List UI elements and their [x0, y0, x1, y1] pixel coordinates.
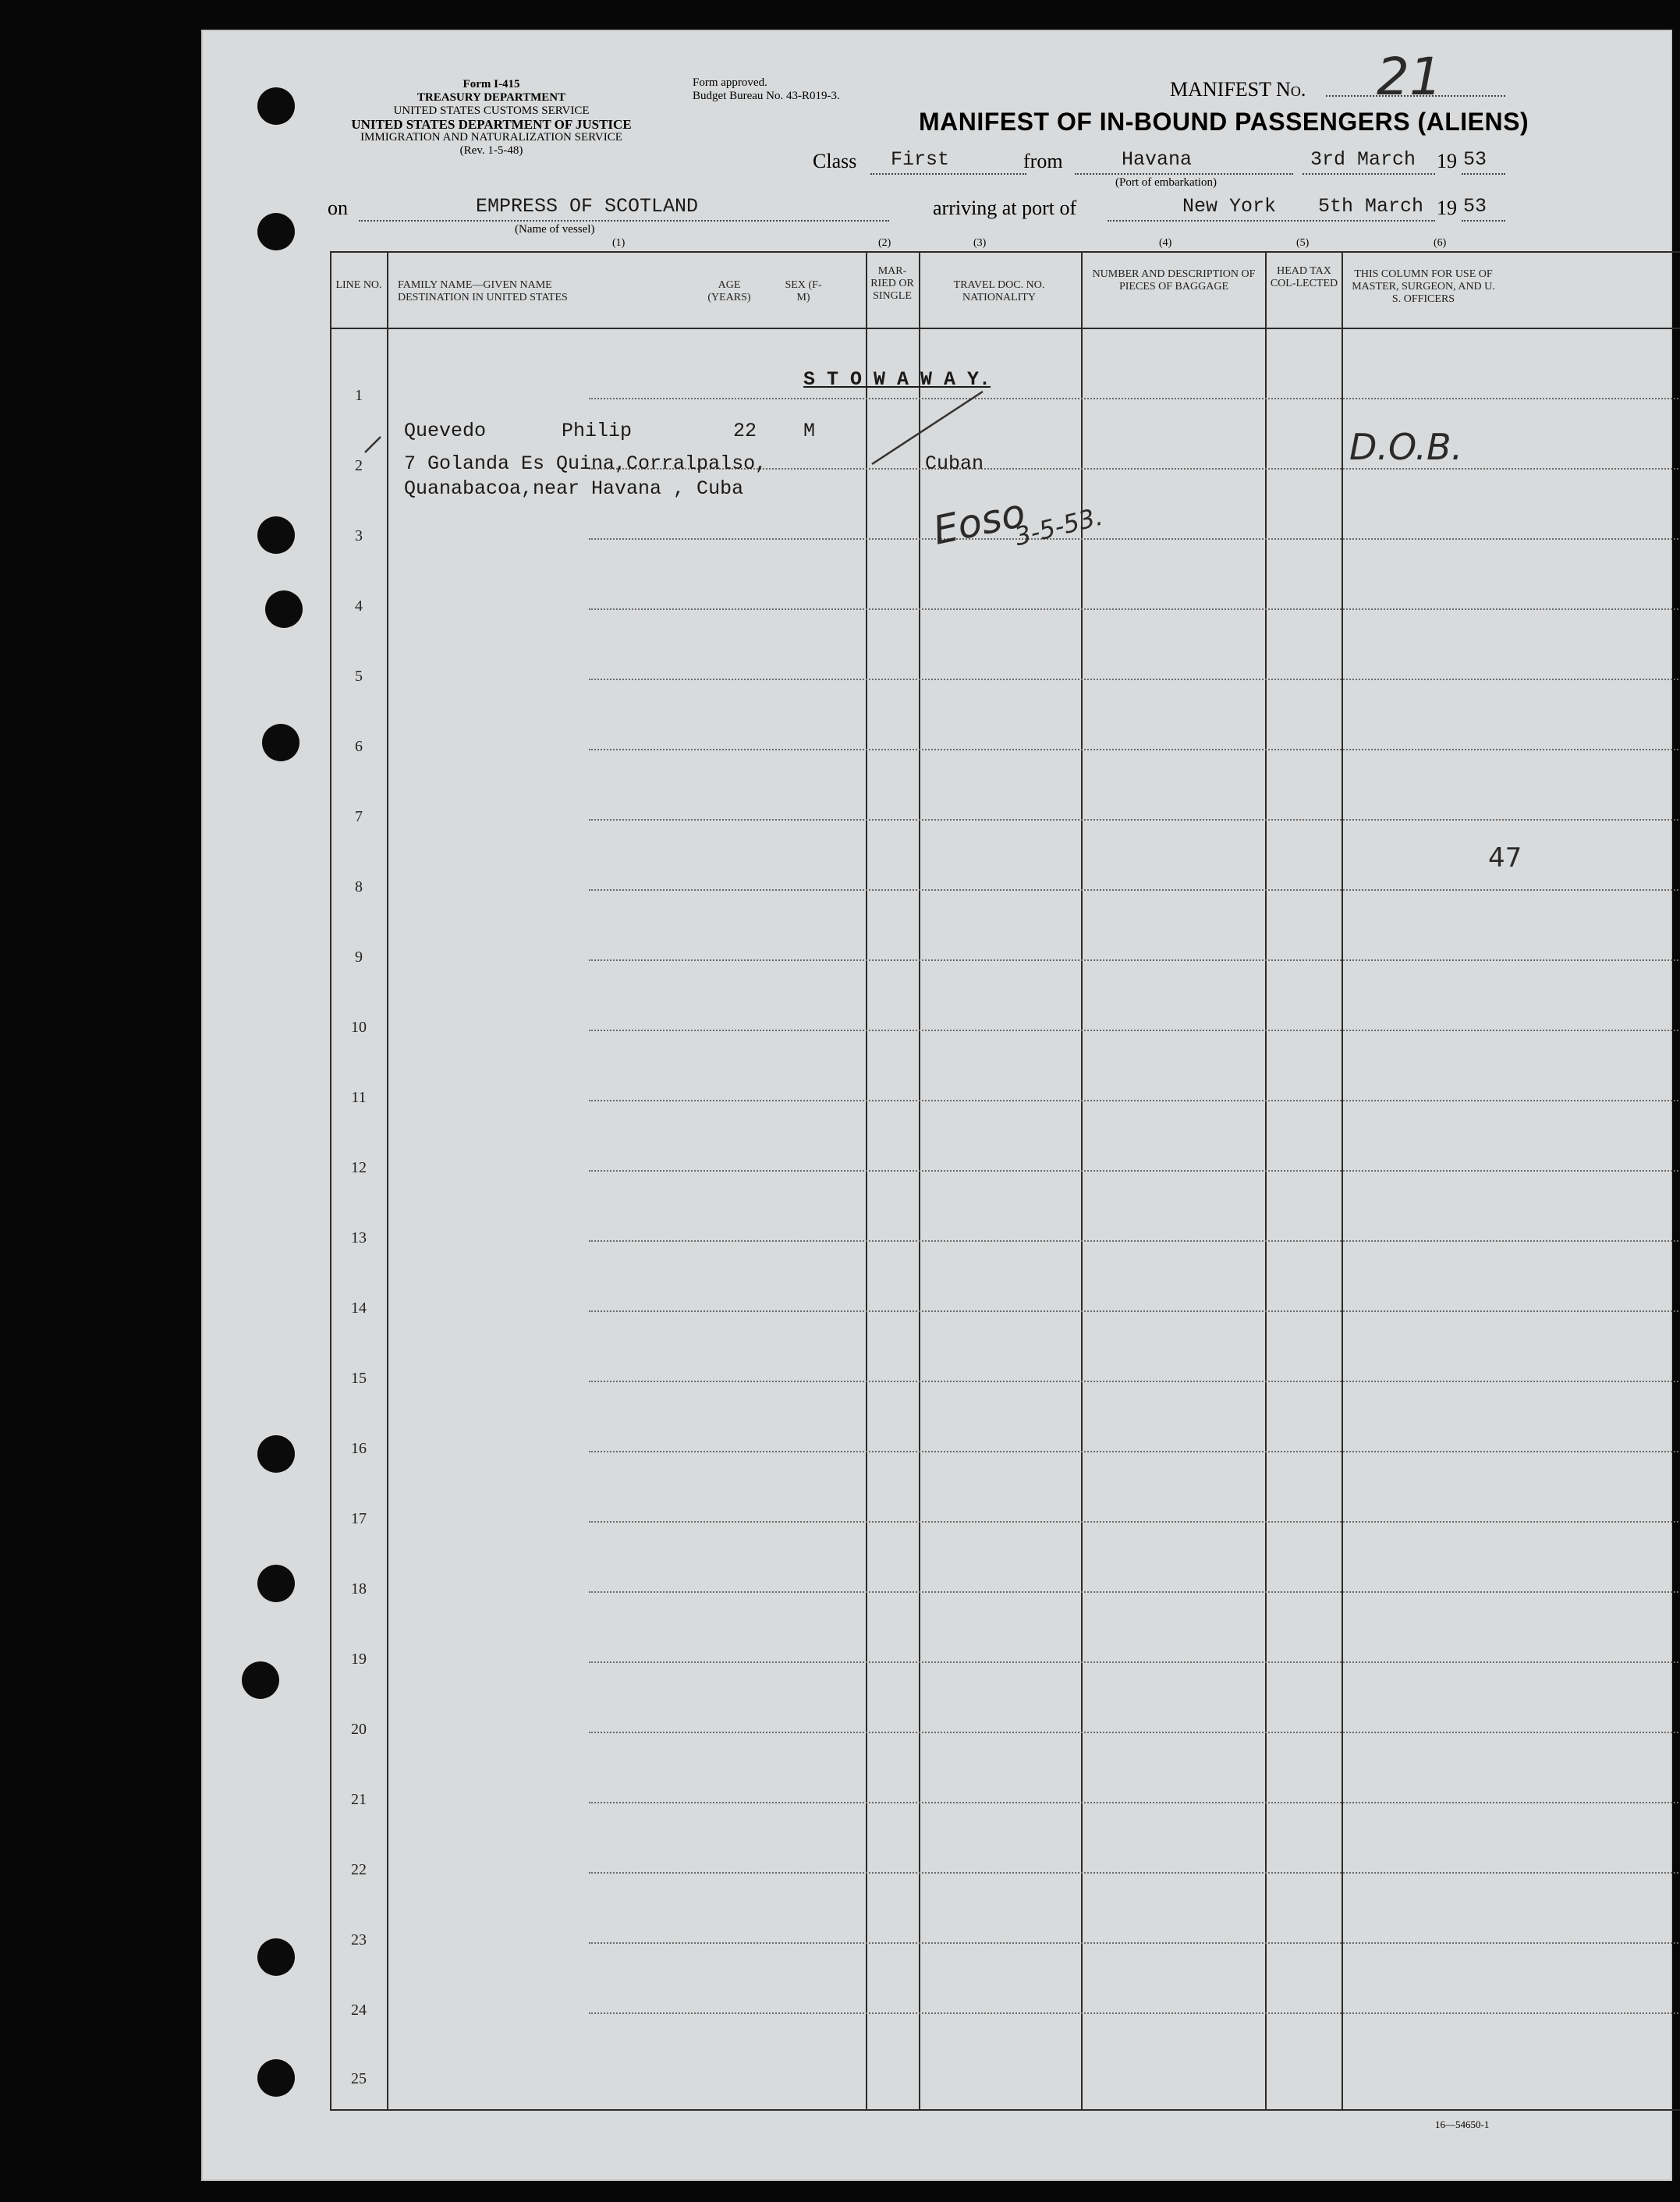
passenger-family-name: Quevedo: [404, 420, 487, 442]
line-number: 21: [351, 1791, 367, 1808]
manifest-no-label: MANIFEST No.: [1170, 78, 1306, 101]
arrival-year-prefix: 19: [1437, 197, 1457, 219]
form-approved: Form approved.: [693, 76, 767, 89]
from-label: from: [1023, 150, 1063, 172]
form-title: MANIFEST OF IN-BOUND PASSENGERS (ALIENS): [919, 108, 1529, 136]
line-number: 10: [351, 1019, 367, 1036]
line-number: 4: [355, 597, 363, 615]
form-number: Form I-415: [463, 78, 520, 90]
line-number: 8: [355, 878, 363, 895]
handwritten-check-mark: [203, 31, 1671, 811]
arrival-port: New York: [1182, 195, 1277, 218]
line-number: 17: [351, 1510, 367, 1527]
line-number: 22: [351, 1861, 367, 1878]
line-number: 24: [351, 2002, 367, 2019]
header-head-tax: HEAD TAX COL-LECTED: [1270, 265, 1338, 289]
line-number: 1: [355, 387, 363, 404]
line-number: 14: [351, 1300, 367, 1317]
header-line-no: LINE NO.: [335, 279, 382, 291]
port-caption: (Port of embarkation): [1115, 176, 1217, 189]
depart-year: 53: [1463, 148, 1487, 171]
passenger-address-1: 7 Golanda Es Quina,Corralpalso,: [404, 452, 767, 475]
line-number: 3: [355, 527, 363, 544]
col-num-2: (2): [878, 237, 891, 249]
punch-hole: [257, 1565, 295, 1602]
on-label: on: [328, 197, 348, 219]
dept-justice: UNITED STATES DEPARTMENT OF JUSTICE: [351, 117, 632, 132]
col-num-3: (3): [973, 237, 987, 249]
passenger-given-name: Philip: [562, 420, 633, 442]
line-number: 18: [351, 1580, 367, 1597]
line-number: 25: [351, 2070, 367, 2087]
line-number: 12: [351, 1159, 367, 1176]
line-number: 11: [351, 1089, 367, 1106]
manifest-no-value: 21: [1377, 47, 1442, 107]
class-label: Class: [813, 150, 857, 172]
depart-date: 3rd March: [1310, 148, 1416, 171]
header-officers: THIS COLUMN FOR USE OF MASTER, SURGEON, AND U. S. OFFICERS: [1352, 268, 1495, 305]
officer-signature: Eoso: [929, 490, 1030, 554]
depart-year-prefix: 19: [1437, 150, 1457, 172]
header-age: AGE (YEARS): [707, 279, 751, 303]
footer-code: 16—54650-1: [1435, 2119, 1490, 2130]
arriving-label: arriving at port of: [933, 197, 1077, 219]
col-num-1: (1): [612, 237, 626, 249]
signature-date: 3-5-53.: [1012, 501, 1106, 552]
line-number: 7: [355, 808, 363, 825]
punch-hole: [257, 1938, 295, 1976]
line-number: 6: [355, 738, 363, 755]
punch-hole: [257, 1435, 295, 1473]
line-number: 20: [351, 1721, 367, 1738]
passenger-address-2: Quanabacoa,near Havana , Cuba: [404, 477, 744, 500]
header-baggage: NUMBER AND DESCRIPTION OF PIECES OF BAGGAGE: [1092, 268, 1256, 293]
line-number: 19: [351, 1651, 367, 1668]
line-number: 5: [355, 668, 363, 685]
stowaway-heading: S T O W A W A Y.: [803, 368, 991, 391]
vessel-name: EMPRESS OF SCOTLAND: [476, 195, 699, 218]
line-number: 15: [351, 1370, 367, 1387]
passenger-sex: M: [803, 420, 816, 442]
margin-number: 47: [1488, 842, 1522, 874]
col-num-4: (4): [1159, 237, 1172, 249]
revision: (Rev. 1-5-48): [459, 144, 523, 157]
header-sex: SEX (F-M): [785, 279, 822, 303]
line-number: 2: [355, 457, 363, 474]
dept-treasury-sub: UNITED STATES CUSTOMS SERVICE: [393, 105, 590, 117]
vessel-caption: (Name of vessel): [515, 223, 595, 236]
punch-hole: [242, 1661, 279, 1699]
header-married: MAR-RIED OR SINGLE: [870, 265, 914, 302]
arrival-year: 53: [1463, 195, 1487, 218]
class-value: First: [891, 148, 950, 171]
header-travel-doc: TRAVEL DOC. NO. NATIONALITY: [953, 279, 1045, 303]
line-number: 13: [351, 1229, 367, 1246]
dept-justice-sub: IMMIGRATION AND NATURALIZATION SERVICE: [360, 131, 622, 144]
manifest-page: [201, 30, 1672, 2181]
line-number: 16: [351, 1440, 367, 1457]
line-number: 23: [351, 1931, 367, 1948]
col-num-6: (6): [1434, 237, 1447, 249]
header-family-name: FAMILY NAME—GIVEN NAME: [398, 279, 552, 291]
line-number: 9: [355, 949, 363, 966]
arrival-date: 5th March: [1318, 195, 1424, 218]
budget-bureau: Budget Bureau No. 43-R019-3.: [693, 90, 840, 102]
col-num-5: (5): [1296, 237, 1310, 249]
passenger-age: 22: [733, 420, 757, 442]
passenger-nationality: Cuban: [925, 452, 984, 475]
punch-hole: [257, 2059, 295, 2097]
officer-note: D.O.B.: [1349, 426, 1463, 468]
from-value: Havana: [1122, 148, 1193, 171]
header-destination: DESTINATION IN UNITED STATES: [398, 292, 568, 303]
dept-treasury: TREASURY DEPARTMENT: [416, 91, 566, 104]
